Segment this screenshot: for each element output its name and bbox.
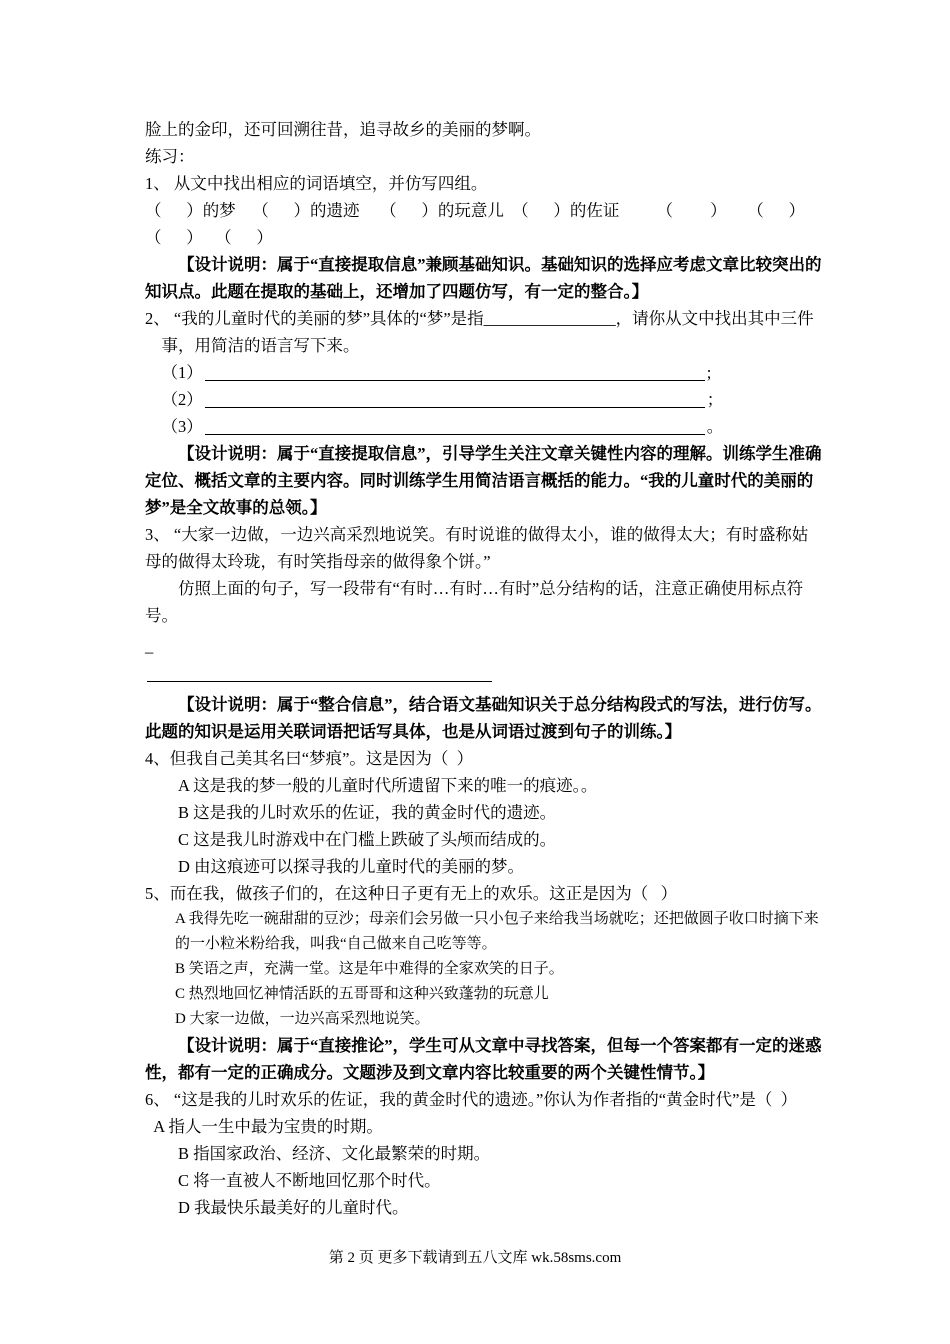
question-4: 4、但我自己美其名曰“梦痕”。这是因为（ ）	[145, 749, 474, 769]
page-footer: 第 2 页 更多下载请到五八文库 wk.58sms.com	[328, 1250, 622, 1266]
option: D 由这痕迹可以探寻我的儿童时代的美丽的梦。	[178, 857, 525, 877]
option: A 这是我的梦一般的儿童时代所遗留下来的唯一的痕迹。。	[178, 776, 598, 796]
blank-prefix: （1）	[161, 363, 203, 382]
option: C 将一直被人不断地回忆那个时代。	[178, 1171, 441, 1191]
answer-blank[interactable]	[145, 413, 822, 440]
answer-blank[interactable]	[145, 386, 822, 413]
option: B 这是我的儿时欢乐的佐证，我的黄金时代的遗迹。	[178, 803, 557, 823]
question-2: 2、 “我的儿童时代的美丽的梦”具体的“梦”是指________________，请你从文中找出其中三件事，用简洁的语言写下来。	[145, 309, 814, 355]
blank-underline	[205, 362, 705, 381]
option: C 热烈地回忆神情活跃的五哥哥和这种兴致蓬勃的玩意儿	[175, 986, 549, 1003]
question-3: 3、 “大家一边做，一边兴高采烈地说笑。有时说谁的做得太小，谁的做得太大；有时盛称姑母的做得太玲珑，有时笑指母亲的做得象个饼。”	[145, 525, 809, 571]
worksheet-line: 脸上的金印，还可回溯往昔，追寻故乡的美丽的梦啊。	[145, 120, 541, 139]
design-note: 【设计说明：属于“整合信息”，结合语文基础知识关于总分结构段式的写法，进行仿写。此题的知识是运用关联词语把话写具体，也是从词语过渡到句子的训练。】	[145, 695, 822, 742]
document-body	[145, 116, 822, 1221]
blank-underline	[205, 416, 705, 435]
question-1: 1、 从文中找出相应的词语填空，并仿写四组。	[145, 174, 488, 193]
blank-prefix: （2）	[161, 390, 203, 409]
blank-underline	[205, 389, 705, 408]
option: D 我最快乐最美好的儿童时代。	[178, 1198, 409, 1218]
question-5: 5、而在我，做孩子们的，在这种日子更有无上的欢乐。这正是因为（ ）	[145, 884, 678, 904]
blank-prefix: （3）	[161, 417, 203, 436]
option: B 指国家政治、经济、文化最繁荣的时期。	[178, 1144, 491, 1164]
design-note: 【设计说明：属于“直接提取信息”兼顾基础知识。基础知识的选择应考虑文章比较突出的知识点。此题在提取的基础上，还增加了四题仿写，有一定的整合。】	[145, 255, 822, 301]
question-3-task: 仿照上面的句子，写一段带有“有时…有时…有时”总分结构的话，注意正确使用标点符号。	[145, 579, 804, 625]
dash-line: –	[145, 642, 154, 661]
option: A 我得先吃一碗甜甜的豆沙；母亲们会另做一只小包子来给我当场就吃；还把做圆子收口时摘下来的一小粒米粉给我，叫我“自己做来自己吃等等。	[175, 911, 819, 953]
blank-suffix: ；	[706, 390, 724, 409]
blank-underline	[147, 663, 492, 682]
question-6: 6、 “这是我的儿时欢乐的佐证，我的黄金时代的遗迹。”你认为作者指的“黄金时代”是（ ）	[145, 1090, 798, 1110]
blank-suffix: ;	[706, 363, 712, 382]
write-line	[145, 663, 822, 687]
option: B 笑语之声，充满一堂。这是年中难得的全家欢笑的日子。	[175, 961, 564, 978]
design-note: 【设计说明：属于“直接推论”，学生可从文章中寻找答案，但每一个答案都有一定的迷惑性，都有一定的正确成分。文题涉及到文章内容比较重要的两个关键性情节。】	[145, 1036, 822, 1083]
option: D 大家一边做，一边兴高采烈地说笑。	[175, 1011, 430, 1028]
option: A 指人一生中最为宝贵的时期。	[153, 1117, 383, 1137]
answer-blank[interactable]	[145, 359, 822, 386]
option: C 这是我儿时游戏中在门槛上跌破了头颅而结成的。	[178, 830, 557, 850]
design-note: 【设计说明：属于“直接提取信息”，引导学生关注文章关键性内容的理解。训练学生准确定位、概括文章的主要内容。同时训练学生用简洁语言概括的能力。“我的儿童时代的美丽的梦”是全文故事的总领。】	[145, 444, 822, 517]
blank-suffix: 。	[706, 417, 724, 436]
fill-blank-line: （ ）的梦 （ ）的遗迹 （ ）的玩意儿 （ ）的佐证 （ ） （ ） （ ） （ ）	[145, 201, 818, 247]
section-title: 练习：	[145, 147, 195, 166]
